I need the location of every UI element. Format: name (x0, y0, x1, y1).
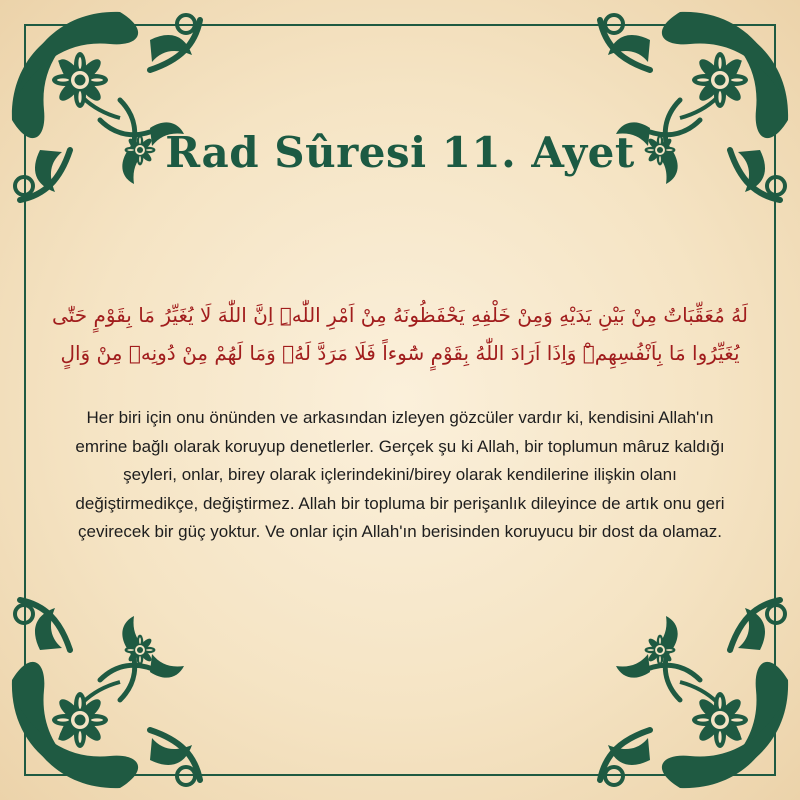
floral-scroll-ornament-icon (580, 580, 800, 800)
page-title: Rad Sûresi 11. Ayet (165, 128, 635, 177)
arabic-verse-text: لَهُ مُعَقِّبَاتٌ مِنْ بَيْنِ يَدَيْهِ وَمِنْ خَلْفِهِ يَحْفَظُونَهُ مِنْ اَمْرِ اللّٰهِۜ اِنَّ اللّٰهَ لَا يُغَيِّرُ مَا بِقَوْمٍ حَتّٰى يُغَيِّرُوا مَا بِاَنْفُسِهِمْۜ وَاِذَا اَرَادَ اللّٰهُ بِقَوْمٍ سُٓوءاً فَلَا مَرَدَّ لَهُۚ وَمَا لَهُمْ مِنْ دُونِه۪ مِنْ وَالٍ (52, 303, 748, 365)
floral-scroll-ornament-icon (0, 580, 220, 800)
turkish-translation-text: Her biri için onu önünden ve arkasından izleyen gözcüler vardır ki, kendisini Allah'ın emrine bağlı olarak koruyup denetlerler. Gerçek şu ki Allah, bir toplumun mâruz kaldığı şeyleri, onlar, birey olarak içlerindekini/birey olarak kendilerine ilişkin olanı değiştirmedikçe, değiştirmez. Allah bir topluma bir perişanlık dileyince de artık onu geri çevirecek bir güç yoktur. Ve onlar için Allah'ın berisinden koruyucu bir dost da olamaz. (75, 408, 725, 541)
floral-scroll-ornament-icon (580, 0, 800, 220)
floral-scroll-ornament-icon (0, 0, 220, 220)
